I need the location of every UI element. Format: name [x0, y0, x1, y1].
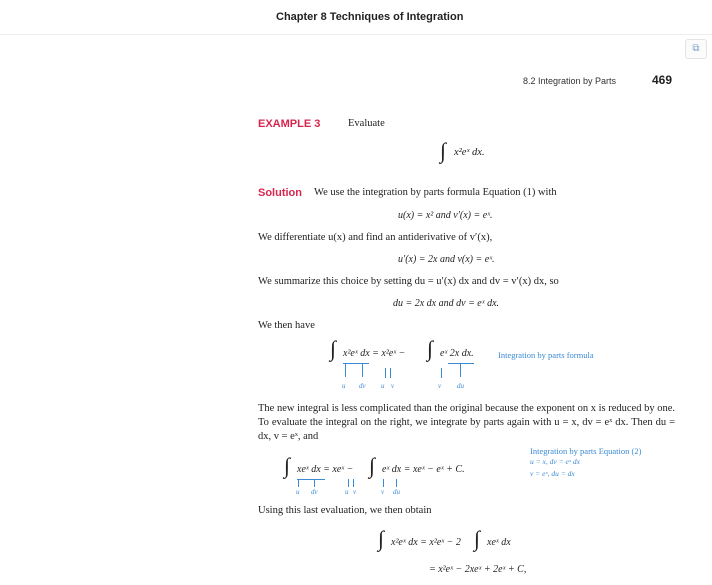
tick: [298, 479, 299, 487]
second-note-line2: v = eˣ, du = dx: [530, 469, 575, 478]
tick: [396, 479, 397, 487]
label-du: du: [393, 488, 400, 496]
label-v: v: [438, 382, 442, 390]
paragraph-differentiate: We differentiate u(x) and find an antiderivative of v′(x),: [258, 232, 493, 243]
second-lhs: xeˣ dx = xeˣ −: [297, 464, 354, 475]
underbrace: [448, 363, 474, 364]
tick: [314, 479, 315, 487]
label-u: u: [296, 488, 300, 496]
tick: [383, 479, 384, 487]
label-dv: dv: [311, 488, 318, 496]
solution-intro: We use the integration by parts formula Equation (1) with: [314, 187, 557, 198]
integral-sign: ∫: [330, 336, 337, 361]
tick: [362, 363, 363, 377]
tick: [345, 363, 346, 377]
label-v: v: [381, 488, 385, 496]
paragraph-summarize: We summarize this choice by setting du = u′(x) dx and dv = v′(x) dx, so: [258, 276, 559, 287]
example-label: EXAMPLE 3: [258, 118, 321, 130]
equation-du-v: u′(x) = 2x and v(x) = eˣ.: [398, 254, 495, 265]
label-u: u: [342, 382, 346, 390]
parts-rhs: eˣ 2x dx.: [440, 348, 474, 359]
second-rhs: eˣ dx = xeˣ − eˣ + C.: [382, 464, 465, 475]
integral-sign: ∫: [440, 138, 447, 163]
label-du: du: [457, 382, 464, 390]
tick: [348, 479, 349, 487]
example-instruction: Evaluate: [348, 118, 385, 129]
integral-sign: ∫: [378, 526, 385, 551]
solution-label: Solution: [258, 187, 302, 199]
tick: [441, 368, 442, 378]
label-v: v: [391, 382, 395, 390]
underbrace: [297, 479, 325, 480]
integral-sign: ∫: [284, 453, 291, 478]
tick: [390, 368, 391, 378]
integral-sign: ∫: [474, 526, 481, 551]
paragraph-new-integral: The new integral is less complicated than the original because the exponent on x is reduced by one. To evaluate the integral on the right, we integrate by parts again with u = x, dv = eˣ dx. Then du = dx, v = eˣ, and: [258, 403, 675, 442]
second-note-line1: u = x, dv = eˣ dx: [530, 457, 580, 466]
running-head: 8.2 Integration by Parts: [523, 76, 617, 86]
label-v: v: [353, 488, 357, 496]
tick: [385, 368, 386, 378]
final-eq-part2: xeˣ dx: [487, 537, 511, 548]
example-integral: x²eˣ dx.: [454, 147, 485, 158]
final-eq-part1: x²eˣ dx = x²eˣ − 2: [391, 537, 461, 548]
integral-sign: ∫: [427, 336, 434, 361]
equation-differentials: du = 2x dx and dv = eˣ dx.: [393, 298, 500, 309]
parts-lhs: x²eˣ dx = x²eˣ −: [343, 348, 406, 359]
integral-sign: ∫: [369, 453, 376, 478]
page-number: 469: [652, 73, 673, 87]
top-bar: [0, 0, 712, 35]
chapter-title: Chapter 8 Techniques of Integration: [276, 11, 464, 23]
paragraph-then-have: We then have: [258, 320, 315, 331]
label-dv: dv: [359, 382, 366, 390]
parts-margin-note: Integration by parts formula: [498, 350, 594, 360]
equation-u-v: u(x) = x² and v′(x) = eˣ.: [398, 210, 493, 221]
label-u: u: [345, 488, 349, 496]
tick: [353, 479, 354, 487]
underbrace: [343, 363, 369, 364]
tick: [460, 363, 461, 377]
paragraph-last-evaluation: Using this last evaluation, we then obtain: [258, 505, 432, 516]
final-eq-line2: = x²eˣ − 2xeˣ + 2eˣ + C,: [429, 564, 527, 575]
second-note-title: Integration by parts Equation (2): [530, 446, 642, 456]
image-tool-icon[interactable]: ⧉: [685, 39, 707, 59]
label-u: u: [381, 382, 385, 390]
